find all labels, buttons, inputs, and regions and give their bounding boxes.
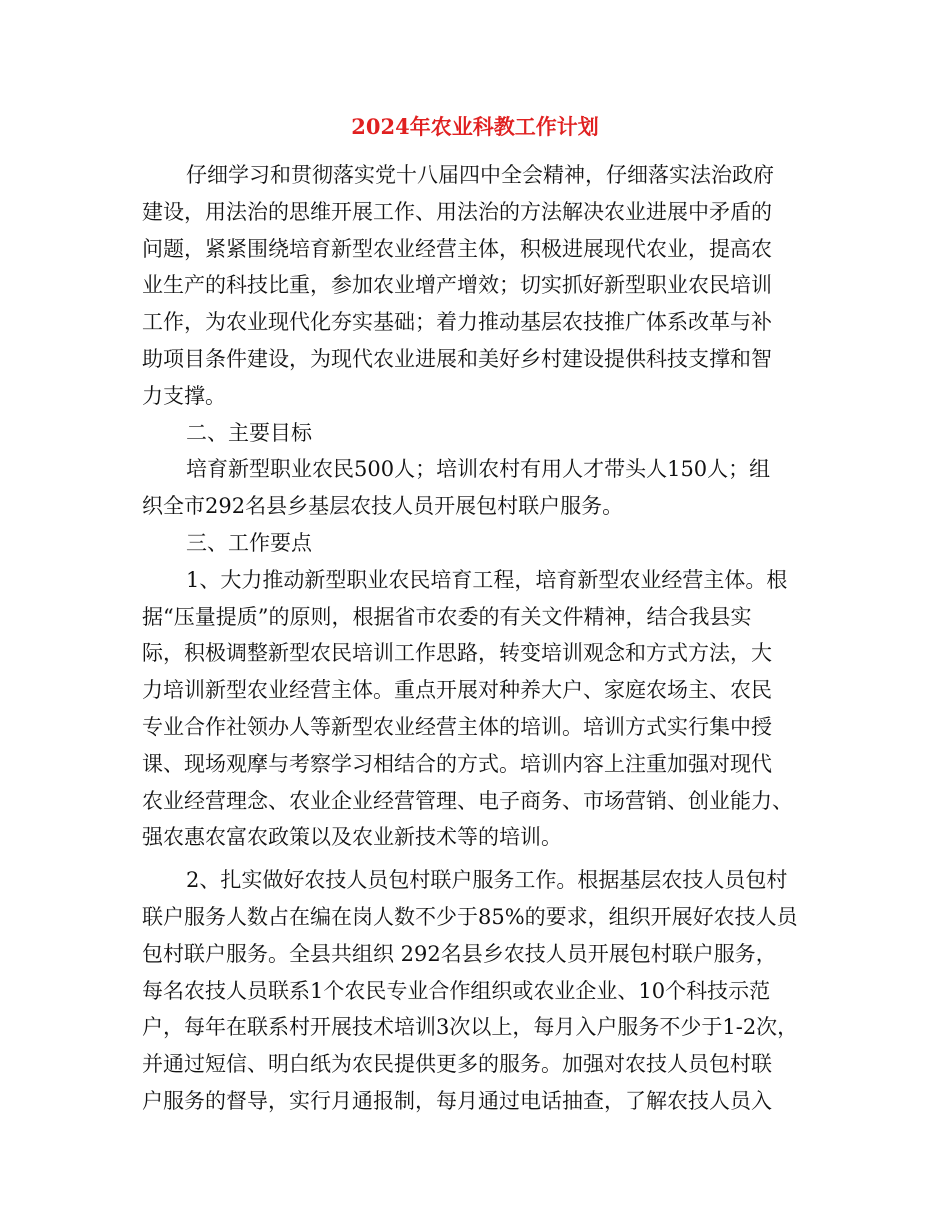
body-line: 际，积极调整新型农民培训工作思路，转变培训观念和方式方法，大: [142, 641, 772, 666]
body-line: 专业合作社领办人等新型农业经营主体的培训。培训方式实行集中授: [142, 714, 772, 739]
body-line: 问题，紧紧围绕培育新型农业经营主体，积极进展现代农业，提高农: [142, 236, 772, 261]
body-line: 联户服务人数占在编在岗人数不少于85%的要求，组织开展好农技人员: [142, 904, 798, 929]
body-line: 2、扎实做好农技人员包村联户服务工作。根据基层农技人员包村: [186, 868, 788, 893]
document-title: 2024年农业科教工作计划: [351, 114, 599, 139]
body-line: 力支撑。: [142, 383, 226, 408]
body-line: 力培训新型农业经营主体。重点开展对种养大户、家庭农场主、农民: [142, 678, 772, 703]
body-line: 户服务的督导，实行月通报制，每月通过电话抽查，了解农技人员入: [142, 1088, 772, 1113]
body-line: 农业经营理念、农业企业经营管理、电子商务、市场营销、创业能力、: [142, 788, 793, 813]
body-line: 包村联户服务。全县共组织 292名县乡农技人员开展包村联户服务，: [142, 941, 777, 966]
body-line: 据“压量提质”的原则，根据省市农委的有关文件精神，结合我县实: [142, 604, 752, 629]
body-line: 建设，用法治的思维开展工作、用法治的方法解决农业进展中矛盾的: [142, 199, 772, 224]
document-body: [142, 157, 822, 1120]
body-line: 强农惠农富农政策以及农业新技术等的培训。: [142, 825, 562, 850]
body-line: 业生产的科技比重，参加农业增产增效；切实抓好新型职业农民培训: [142, 273, 772, 298]
body-line: 仔细学习和贯彻落实党十八届四中全会精神，仔细落实法治政府: [186, 163, 774, 187]
body-line: 并通过短信、明白纸为农民提供更多的服务。加强对农技人员包村联: [142, 1052, 772, 1077]
body-line: 户，每年在联系村开展技术培训3次以上，每月入户服务不少于1-2次，: [142, 1015, 799, 1040]
section-heading: 三、工作要点: [186, 530, 312, 555]
section-heading: 二、主要目标: [186, 420, 312, 445]
body-line: 织全市292名县乡基层农技人员开展包村联户服务。: [142, 494, 624, 519]
body-line: 工作，为农业现代化夯实基础；着力推动基层农技推广体系改革与补: [142, 310, 772, 335]
body-line: 助项目条件建设，为现代农业进展和美好乡村建设提供科技支撑和智: [142, 346, 772, 371]
body-line: 课、现场观摩与考察学习相结合的方式。培训内容上注重加强对现代: [142, 751, 772, 776]
body-line: 每名农技人员联系1个农民专业合作组织或农业企业、10个科技示范: [142, 978, 771, 1003]
body-line: 1、大力推动新型职业农民培育工程，培育新型农业经营主体。根: [186, 567, 788, 592]
body-line: 培育新型职业农民500人；培训农村有用人才带头人150人；组: [186, 457, 771, 482]
